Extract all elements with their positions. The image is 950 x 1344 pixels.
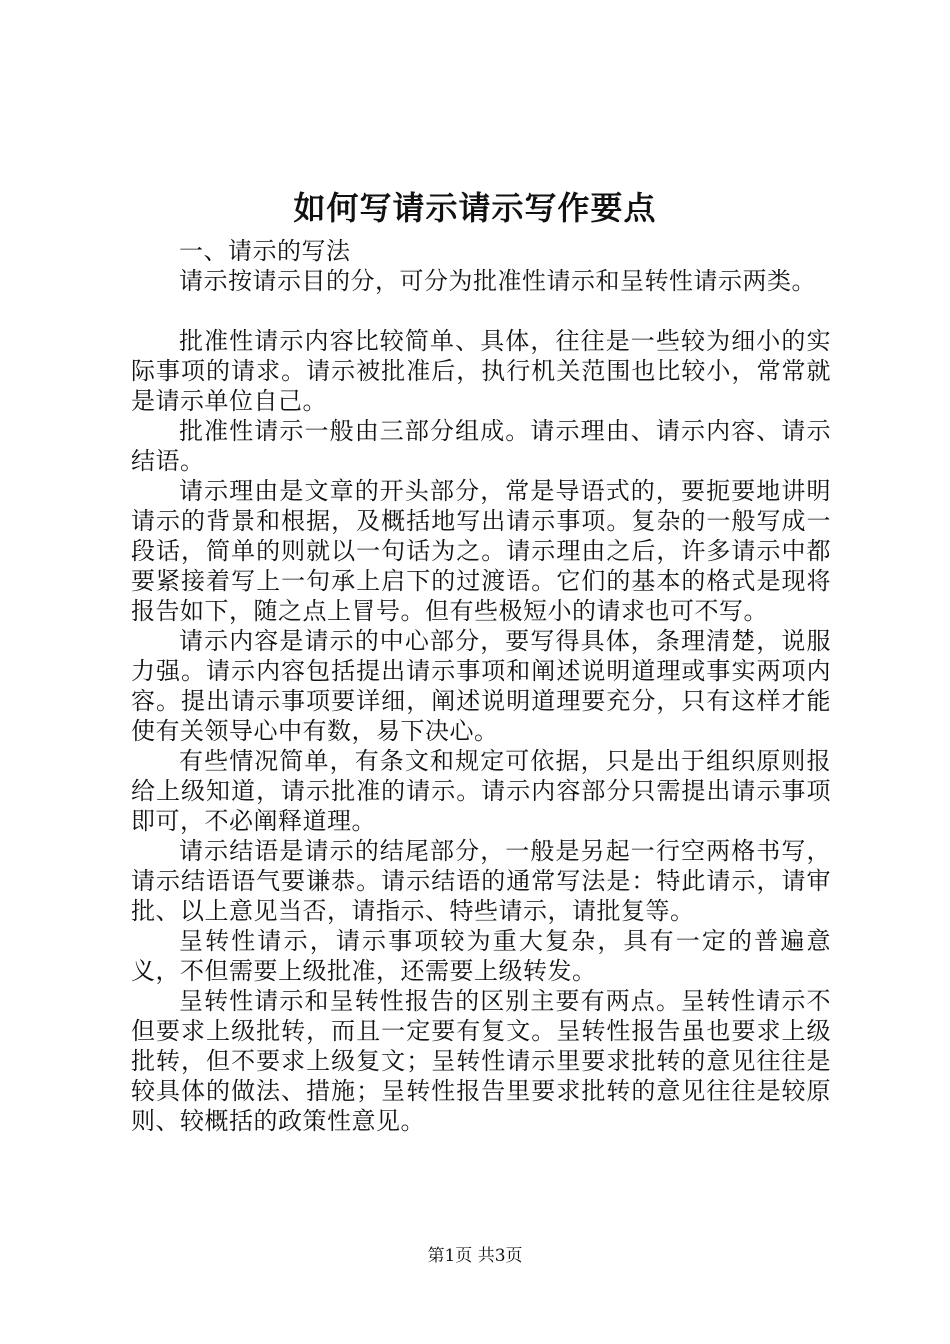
document-body [131, 236, 831, 1136]
paragraph: 请示结语是请示的结尾部分，一般是另起一行空两格书写，请示结语语气要谦恭。请示结语的通常写法是：特此请示，请审批、以上意见当否，请指示、特些请示，请批复等。 [131, 837, 831, 925]
paragraph: 请示理由是文章的开头部分，常是导语式的，要扼要地讲明请示的背景和根据，及概括地写出请示事项。复杂的一般写成一段话，简单的则就以一句话为之。请示理由之后，许多请示中都要紧接着写上一句承上启下的过渡语。它们的基本的格式是现将报告如下，随之点上冒号。但有些极短小的请求也可不写。 [131, 477, 831, 625]
paragraph: 请示内容是请示的中心部分，要写得具体，条理清楚，说服力强。请示内容包括提出请示事项和阐述说明道理或事实两项内容。提出请示事项要详细，阐述说明道理要充分，只有这样才能使有关领导心中有数，易下决心。 [131, 627, 831, 745]
page-number: 第1页 共3页 [427, 1246, 523, 1266]
document-title: 如何写请示请示写作要点 [293, 189, 657, 227]
paragraph: 呈转性请示和呈转性报告的区别主要有两点。呈转性请示不但要求上级批转，而且一定要有复文。呈转性报告虽也要求上级批转，但不要求上级复文；呈转性请示里要求批转的意见往往是较具体的做法、措施；呈转性报告里要求批转的意见往往是较原则、较概括的政策性意见。 [131, 987, 831, 1135]
paragraph: 批准性请示一般由三部分组成。请示理由、请示内容、请示结语。 [131, 417, 831, 475]
paragraph: 有些情况简单，有条文和规定可依据，只是出于组织原则报给上级知道，请示批准的请示。请示内容部分只需提出请示事项即可，不必阐释道理。 [131, 747, 831, 835]
paragraph: 请示按请示目的分，可分为批准性请示和呈转性请示两类。 [179, 267, 816, 295]
paragraph: 呈转性请示，请示事项较为重大复杂，具有一定的普遍意义，不但需要上级批准，还需要上级转发。 [131, 927, 831, 985]
section-heading: 一、请示的写法 [179, 237, 351, 265]
paragraph: 批准性请示内容比较简单、具体，往往是一些较为细小的实际事项的请求。请示被批准后，执行机关范围也比较小，常常就是请示单位自己。 [131, 327, 831, 415]
